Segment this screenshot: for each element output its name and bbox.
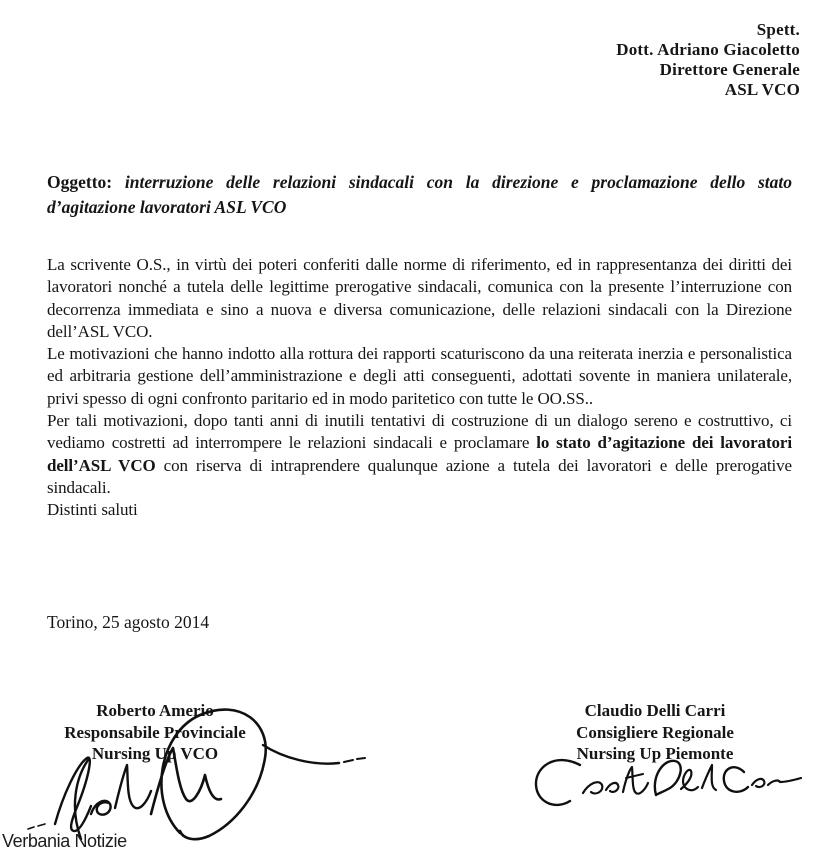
recipient-role: Direttore Generale	[659, 60, 800, 79]
signer-left-organization: Nursing Up VCO	[91, 744, 219, 763]
signature-block-left	[40, 700, 270, 765]
recipient-block	[616, 20, 800, 100]
signer-right-name: Claudio Delli Carri	[584, 701, 726, 720]
subject-line	[47, 170, 792, 220]
paragraph-3-text-end: con riserva di intraprendere qualunque azione a tutela dei lavoratori e delle prerogative sindacali.	[47, 455, 792, 497]
dateline: Torino, 25 agosto 2014	[47, 612, 210, 632]
recipient-salutation: Spett.	[756, 20, 800, 39]
recipient-organization: ASL VCO	[724, 80, 800, 99]
signer-left-name: Roberto Amerio	[96, 701, 214, 720]
subject-label: Oggetto:	[47, 172, 113, 192]
signer-right-title: Consigliere Regionale	[576, 722, 734, 742]
body-paragraph-2: Le motivazioni che hanno indotto alla rottura dei rapporti scaturiscono da una reiterata inerzia e personalistica ed arbitraria gestione dell’amministrazione e degli atti conseguenti, adottati sovente in maniera unilaterale, privi spesso di ogni confronto paritario ed in modo paritetico con tutte le OO.SS..	[47, 344, 792, 408]
body-paragraph-3	[47, 410, 792, 499]
recipient-name: Dott. Adriano Giacoletto	[616, 40, 800, 59]
signer-right-organization: Nursing Up Piemonte	[576, 744, 734, 763]
letter-body	[47, 254, 792, 522]
paragraph-3-text: Per tali motivazioni, dopo tanti anni di inutili tentativi di costruzione di un dialogo sereno e costruttivo, ci vediamo costretti ad interrompere le relazioni sindacali e proclamare	[47, 411, 792, 453]
body-paragraph-1: La scrivente O.S., in virtù dei poteri conferiti dalle norme di riferimento, ed in rappresentanza dei diritti dei lavoratori nonché a tutela delle legittime prerogative sindacali, comunica con la presente l’interruzione con decorrenza immediata e sino a nuova e diversa comunicazione, delle relazioni sindacali con la Direzione dell’ASL VCO.	[47, 255, 792, 341]
closing-line: Distinti saluti	[47, 500, 138, 520]
signature-block-right	[540, 700, 770, 765]
subject-text: interruzione delle relazioni sindacali con la direzione e proclamazione dello stato d’agitazione lavoratori ASL VCO	[47, 172, 793, 217]
paragraph-3-bold-text: lo stato d’agitazione dei lavoratori dell’ASL VCO	[47, 433, 792, 475]
source-caption: Verbania Notizie	[2, 831, 127, 851]
signer-left-title: Responsabile Provinciale	[64, 722, 246, 742]
